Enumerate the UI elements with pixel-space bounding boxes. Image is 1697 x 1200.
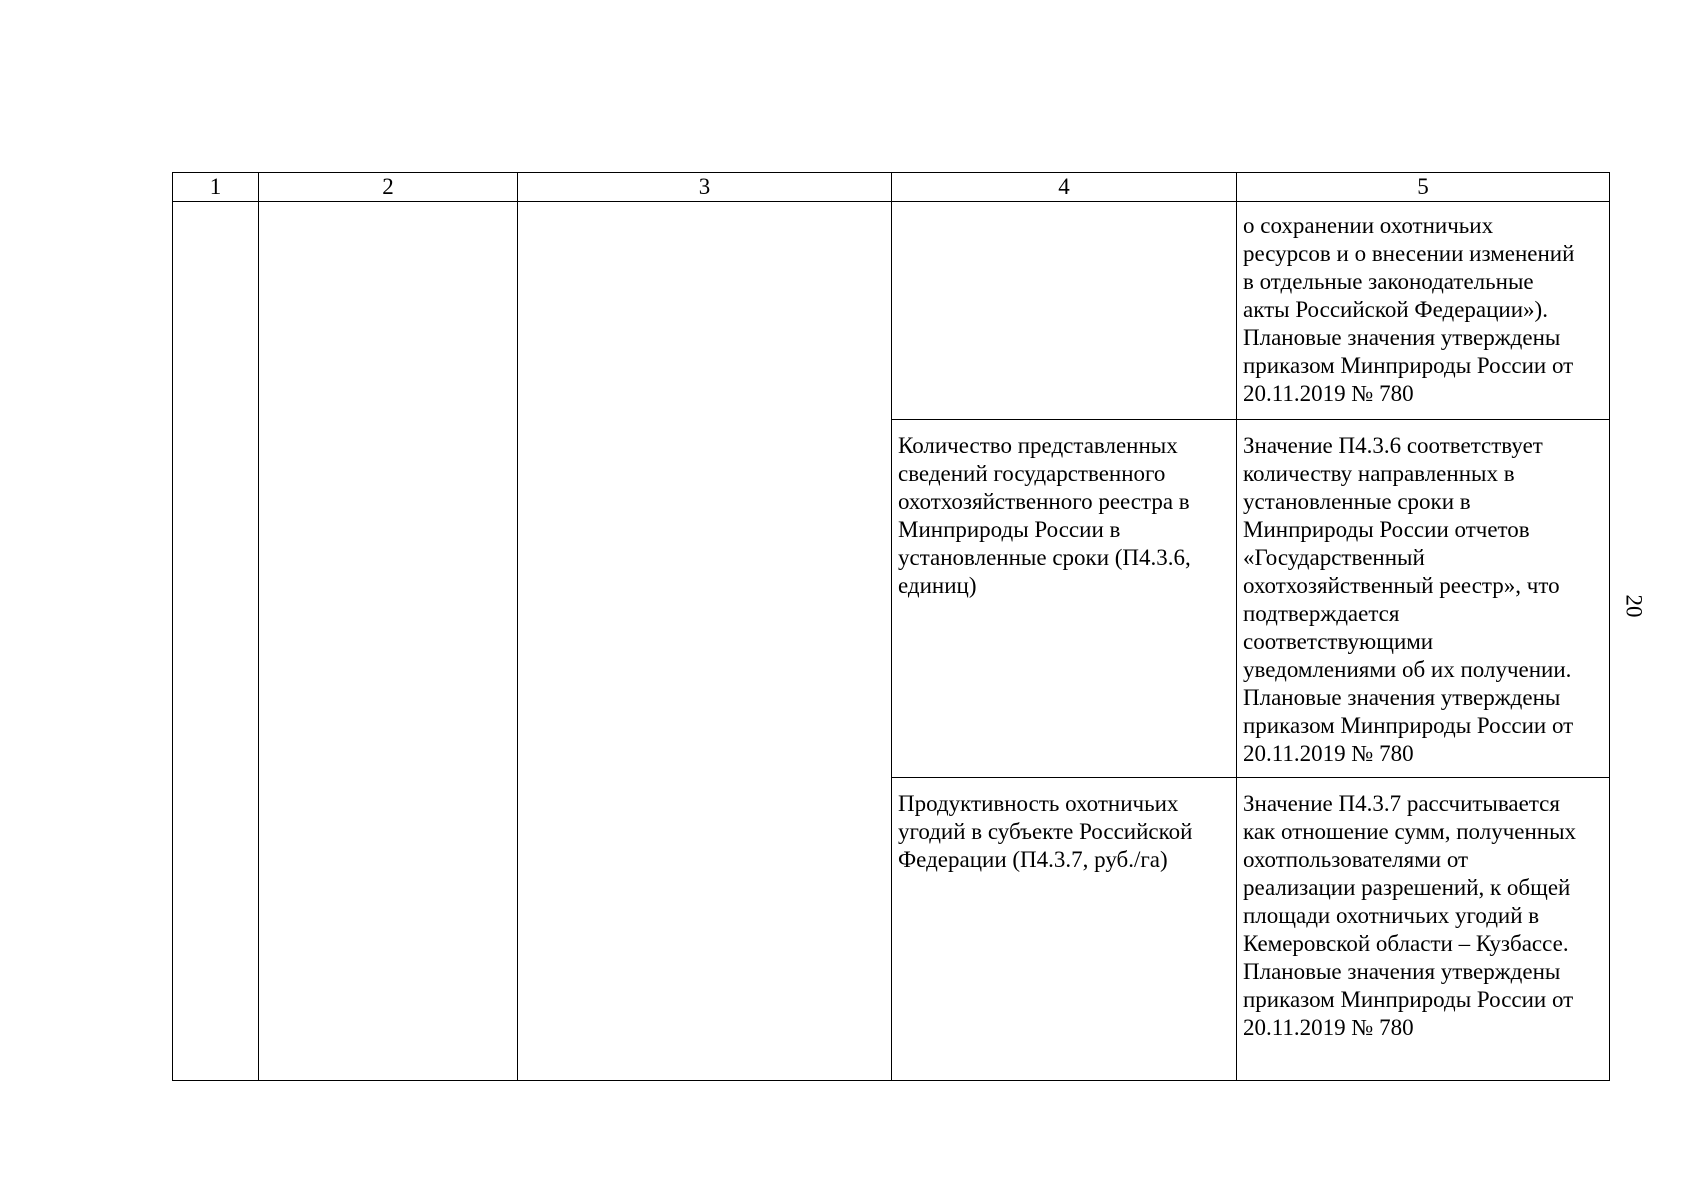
column-2-cell — [259, 202, 518, 1081]
indicator-name-cell — [892, 778, 1237, 1081]
column-header-2: 2 — [259, 173, 518, 202]
indicator-method-cell — [1237, 420, 1610, 778]
indicator-name-text — [892, 202, 1236, 214]
indicator-method-cell — [1237, 202, 1610, 420]
indicator-name-text: Продуктивность охотничьих угодий в субъекте Российской Федерации (П4.3.7, руб./га) — [898, 791, 1193, 872]
column-3-cell — [518, 202, 892, 1081]
column-1-cell — [173, 202, 259, 1081]
indicator-method-cell — [1237, 778, 1610, 1081]
indicator-method-text: о сохранении охотничьих ресурсов и о внесении изменений в отдельные законодательные акты Российской Федерации»). Плановые значения утверждены приказом Минприроды России от 20.11.2019 № 780 — [1243, 213, 1575, 406]
document-table — [172, 172, 1610, 1081]
table-row — [173, 202, 1610, 420]
column-header-4: 4 — [892, 173, 1237, 202]
page-number: 20 — [1621, 594, 1647, 618]
column-header-5: 5 — [1237, 173, 1610, 202]
indicator-name-cell — [892, 420, 1237, 778]
column-header-3: 3 — [518, 173, 892, 202]
indicator-name-text: Количество представленных сведений государственного охотхозяйственного реестра в Минприроды России в установленные сроки (П4.3.6, единиц) — [898, 433, 1191, 598]
table-header-row — [173, 173, 1610, 202]
indicator-method-text: Значение П4.3.7 рассчитывается как отношение сумм, полученных охотпользователями от реализации разрешений, к общей площади охотничьих угодий в Кемеровской области – Кузбассе. Плановые значения утверждены приказом Минприроды России от 20.11.2019 № 780 — [1243, 791, 1577, 1040]
indicator-method-text: Значение П4.3.6 соответствует количеству направленных в установленные сроки в Минприроды России отчетов «Государственный охотхозяйственный реестр», что подтверждается соответствующими уведомлениями об их получении. Плановые значения утверждены приказом Минприроды России от 20.11.2019 № 780 — [1243, 433, 1574, 766]
indicator-name-cell — [892, 202, 1237, 420]
column-header-1: 1 — [173, 173, 259, 202]
